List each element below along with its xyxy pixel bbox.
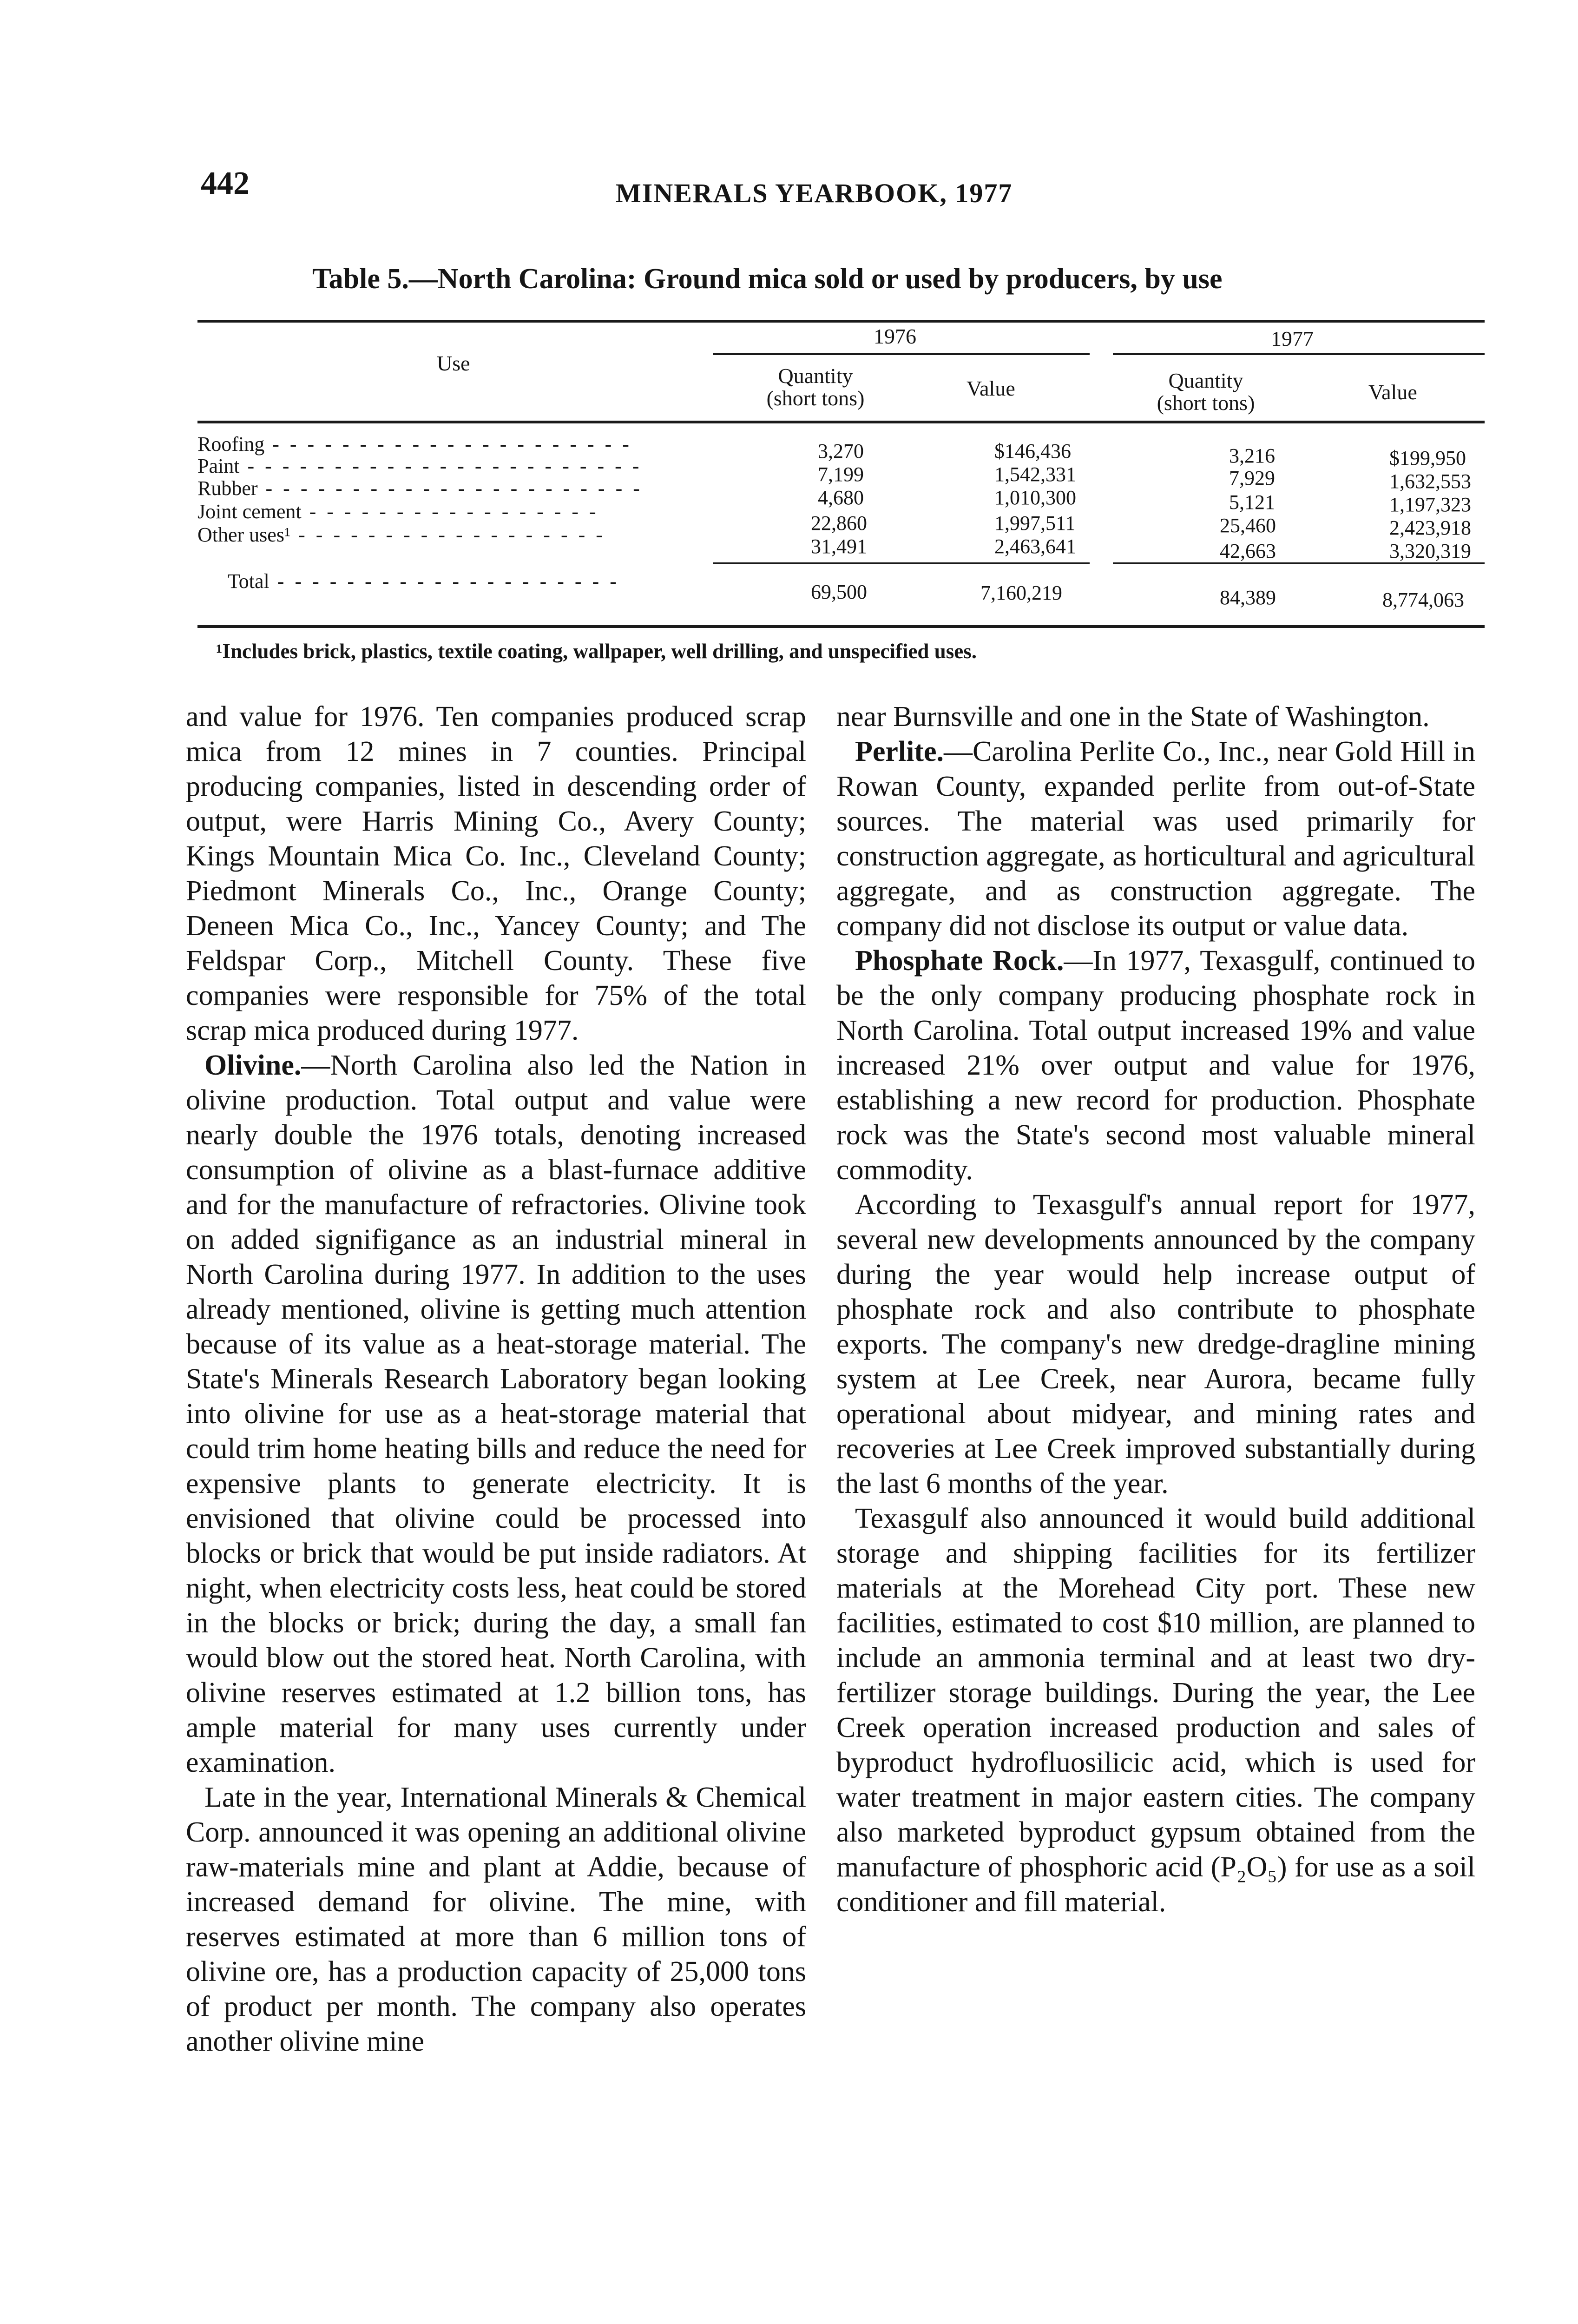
year-1976-header: 1976 xyxy=(874,324,916,348)
table-footnote: ¹Includes brick, plastics, textile coating, wallpaper, well drilling, and unspecified uses. xyxy=(216,640,977,663)
row-value-1977: 2,423,918 xyxy=(1389,516,1471,539)
row-quantity-1977: 3,216 xyxy=(1229,444,1275,467)
table-top-rule xyxy=(197,320,1485,323)
left-column xyxy=(186,700,806,2059)
row-quantity-1976: 31,491 xyxy=(811,535,867,558)
year-1976-rule xyxy=(713,353,1090,355)
right-column xyxy=(836,700,1475,1920)
row-value-1977: $199,950 xyxy=(1389,447,1466,469)
row-quantity-1977: 42,663 xyxy=(1220,540,1276,562)
row-value-1977: 3,320,319 xyxy=(1389,540,1471,562)
row-quantity-1976: 7,199 xyxy=(818,463,864,486)
quantity-header-line1: Quantity xyxy=(778,364,853,388)
header-bottom-rule xyxy=(197,421,1485,423)
total-quantity-1976: 69,500 xyxy=(811,581,867,603)
year-1977-rule xyxy=(1113,353,1485,355)
row-quantity-1976: 4,680 xyxy=(818,486,864,509)
row-quantity-1976: 22,860 xyxy=(811,512,867,535)
row-quantity-1976: 3,270 xyxy=(818,440,864,462)
row-use: Joint cement - - - - - - - - - - - - - - - - - xyxy=(197,500,599,523)
row-value-1976: $146,436 xyxy=(994,440,1071,462)
row-value-1976: 1,542,331 xyxy=(994,463,1076,486)
quantity-header-1976 xyxy=(746,365,885,410)
table-title: Table 5.—North Carolina: Ground mica sold or used by producers, by use xyxy=(312,263,1223,295)
total-label: Total - - - - - - - - - - - - - - - - - - - - xyxy=(228,570,619,593)
paragraph: Late in the year, International Minerals & Chemical Corp. announced it was opening an additional olivine raw-materials mine and plant at Addie, because of increased demand for olivine. The mine, with reserves estimated at more than 6 million tons of olivine ore, has a production capacity of 25,000 tons of product per month. The company also operates another olivine mine xyxy=(186,1782,806,2057)
running-title: MINERALS YEARBOOK, 1977 xyxy=(616,178,1013,208)
value-header-1977: Value xyxy=(1368,380,1417,404)
quantity-header-line2: (short tons) xyxy=(1157,391,1255,415)
total-value-1976: 7,160,219 xyxy=(980,581,1062,604)
quantity-header-1977 xyxy=(1136,370,1276,415)
value-header-1976: Value xyxy=(967,376,1015,400)
row-quantity-1977: 7,929 xyxy=(1229,467,1275,489)
paragraph: Perlite.—Carolina Perlite Co., Inc., near Gold Hill in Rowan County, expanded perlite from out-of-State sources. The material was used primarily for construction aggregate, as horticultural and agricultural aggregate, and as construction aggregate. The company did not disclose its output or value data. xyxy=(836,736,1475,942)
row-quantity-1977: 25,460 xyxy=(1220,514,1276,537)
paragraph: Phosphate Rock.—In 1977, Texasgulf, continued to be the only company producing phosphate rock in North Carolina. Total output increased 19% and value increased 21% over output and value for 1976, establishing a new record for production. Phosphate rock was the State's second most valuable mineral commodity. xyxy=(836,945,1475,1186)
row-use: Other uses¹ - - - - - - - - - - - - - - - - - - xyxy=(197,523,605,546)
total-value-1977: 8,774,063 xyxy=(1382,588,1464,611)
paragraph: Texasgulf also announced it would build additional storage and shipping facilities for its fertilizer materials at the Morehead City port. These new facilities, estimated to cost $10 million, are planned to include an ammonia terminal and at least two dry-fertilizer storage buildings. During the year, the Lee Creek operation increased production and sales of byproduct hydrofluosilicic acid, which is used for water treatment in major eastern cities. The company also marketed byproduct gypsum obtained from the manufacture of phosphoric acid (P₂O₅) for use as a soil conditioner and fill material. xyxy=(836,1503,1475,1918)
paragraph: near Burnsville and one in the State of Washington. xyxy=(836,701,1430,733)
row-value-1976: 2,463,641 xyxy=(994,535,1076,558)
quantity-header-line2: (short tons) xyxy=(766,386,865,410)
paragraph: and value for 1976. Ten companies produced scrap mica from 12 mines in 7 counties. Principal producing companies, listed in descending order of output, were Harris Mining Co., Avery County; Kings Mountain Mica Co. Inc., Cleveland County; Piedmont Minerals Co., Inc., Orange County; Deneen Mica Co., Inc., Yancey County; and The Feldspar Corp., Mitchell County. These five companies were responsible for 75% of the total scrap mica produced during 1977. xyxy=(186,701,806,1046)
total-rule-1976 xyxy=(713,562,1090,564)
page-number: 442 xyxy=(201,165,250,201)
section-heading: Olivine. xyxy=(204,1050,302,1081)
row-use: Paint - - - - - - - - - - - - - - - - - - - - - - - xyxy=(197,455,642,477)
row-use: Rubber - - - - - - - - - - - - - - - - - - - - - - xyxy=(197,477,643,500)
total-quantity-1977: 84,389 xyxy=(1220,586,1276,609)
use-column-header: Use xyxy=(437,351,470,375)
paragraph: According to Texasgulf's annual report for 1977, several new developments announced by the company during the year would help increase output of phosphate rock and also contribute to phosphate exports. The company's new dredge-dragline mining system at Lee Creek, near Aurora, became fully operational about midyear, and mining rates and recoveries at Lee Creek improved substantially during the last 6 months of the year. xyxy=(836,1189,1475,1499)
year-1977-header: 1977 xyxy=(1271,327,1314,350)
table-bottom-rule xyxy=(197,625,1485,628)
section-heading: Perlite. xyxy=(855,736,944,767)
row-quantity-1977: 5,121 xyxy=(1229,491,1275,514)
row-value-1976: 1,010,300 xyxy=(994,486,1076,509)
row-value-1976: 1,997,511 xyxy=(994,512,1076,535)
row-value-1977: 1,197,323 xyxy=(1389,493,1471,516)
row-use: Roofing - - - - - - - - - - - - - - - - - - - - - xyxy=(197,433,632,456)
row-value-1977: 1,632,553 xyxy=(1389,470,1471,493)
quantity-header-line1: Quantity xyxy=(1168,369,1243,392)
section-heading: Phosphate Rock. xyxy=(855,945,1064,977)
paragraph: Olivine.—North Carolina also led the Nation in olivine production. Total output and value were nearly double the 1976 totals, denoting increased consumption of olivine as a blast-furnace additive and for the manufacture of refractories. Olivine took on added signifigance as an industrial mineral in North Carolina during 1977. In addition to the uses already mentioned, olivine is getting much attention because of its value as a heat-storage material. The State's Minerals Research Laboratory began looking into olivine for use as a heat-storage material that could trim home heating bills and reduce the need for expensive plants to generate electricity. It is envisioned that olivine could be processed into blocks or brick that would be put inside radiators. At night, when electricity costs less, heat could be stored in the blocks or brick; during the day, a small fan would blow out the stored heat. North Carolina, with olivine reserves estimated at 1.2 billion tons, has ample material for many uses currently under examination. xyxy=(186,1050,806,1778)
